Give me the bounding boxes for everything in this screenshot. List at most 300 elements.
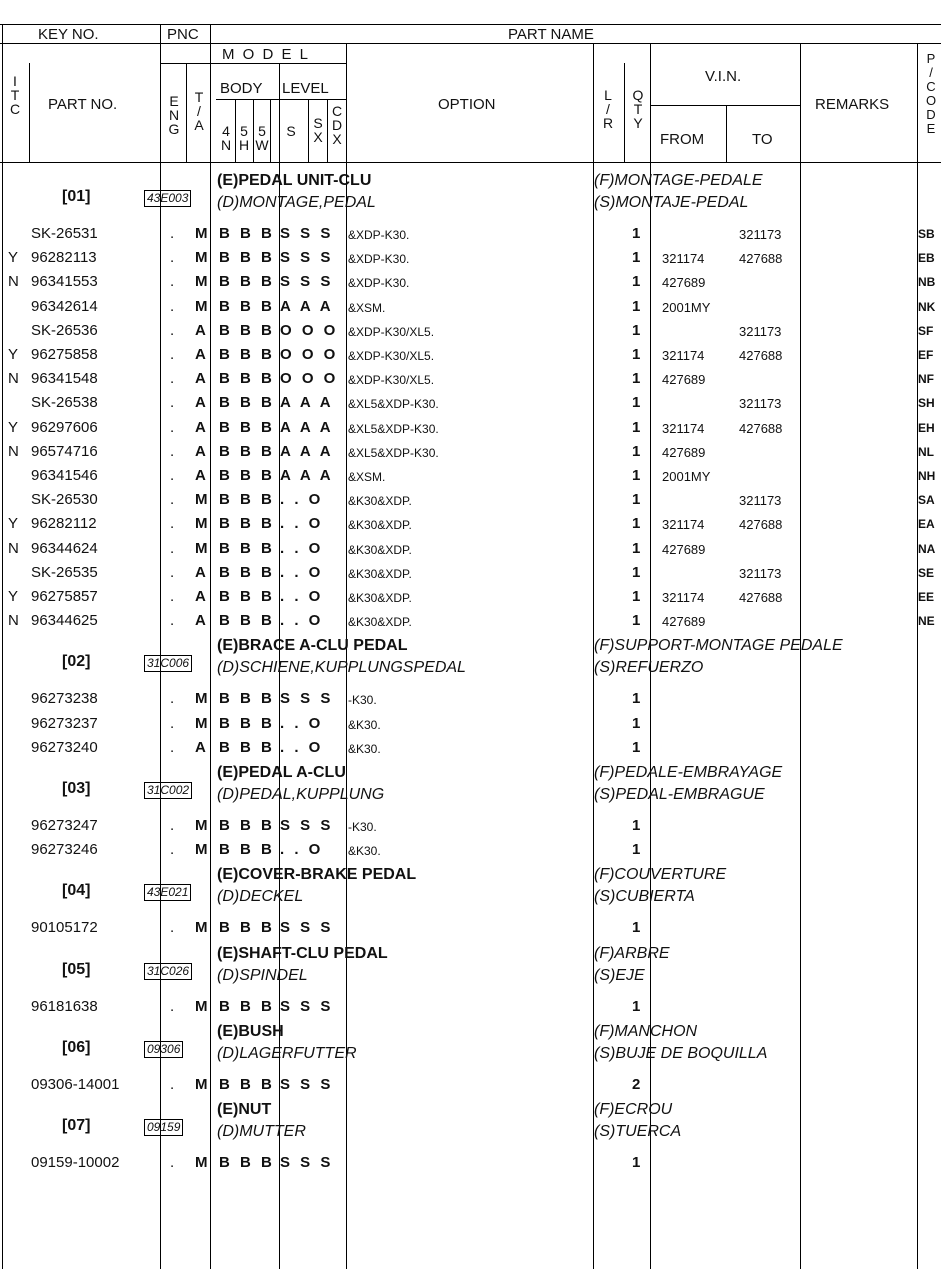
engine-code: A — [195, 321, 206, 339]
part-name-german: (D)MONTAGE,PEDAL — [217, 194, 376, 211]
quantity: 1 — [632, 817, 641, 834]
part-name-french: (F)SUPPORT-MONTAGE PEDALE — [594, 637, 843, 655]
ta-dot: . — [170, 817, 175, 834]
part-number: SK-26536 — [31, 321, 98, 339]
part-name-english: (E)SHAFT-CLU PEDAL — [217, 944, 388, 962]
engine-code: M — [195, 714, 208, 732]
production-code: SF — [918, 323, 934, 338]
quantity: 1 — [632, 297, 641, 315]
vin-from: 427689 — [662, 275, 706, 291]
level-codes: S S S — [280, 919, 334, 937]
part-number: 96342614 — [31, 297, 98, 315]
production-code: NE — [918, 614, 935, 629]
option-code: &XDP-K30/XL5. — [348, 373, 435, 388]
part-number: 96282112 — [31, 515, 97, 533]
itc-code: Y — [8, 515, 19, 533]
quantity: 1 — [632, 515, 641, 533]
engine-code: M — [195, 225, 208, 242]
ta-dot: . — [170, 563, 175, 581]
vin-from: 321174 — [662, 420, 705, 436]
level-codes: S S S — [280, 249, 334, 267]
header-pnc: PNC — [167, 26, 199, 43]
ta-dot: . — [170, 418, 175, 436]
ta-dot: . — [170, 612, 175, 630]
quantity: 1 — [632, 321, 641, 339]
part-number: 90105172 — [31, 919, 98, 937]
header-ta: T / A — [194, 89, 204, 133]
itc-code: N — [8, 273, 19, 291]
part-group-header — [0, 172, 941, 220]
ta-dot: . — [170, 841, 175, 859]
table-row[interactable] — [0, 612, 941, 636]
header-to: TO — [752, 131, 773, 148]
body-codes: B B B — [219, 442, 275, 460]
header-body-4n: 4 N — [220, 123, 232, 153]
option-code: &XL5&XDP-K30. — [348, 421, 439, 436]
ta-dot: . — [170, 467, 175, 484]
ta-dot: . — [170, 442, 175, 460]
table-row[interactable] — [0, 715, 941, 739]
pnc-code: 31C006 — [144, 655, 192, 672]
option-code: &K30&XDP. — [348, 566, 412, 581]
option-code: &K30. — [348, 844, 381, 859]
part-name-german: (D)PEDAL,KUPPLUNG — [217, 786, 385, 803]
body-codes: B B B — [219, 321, 275, 339]
option-code: &XL5&XDP-K30. — [348, 445, 439, 460]
quantity: 1 — [632, 714, 641, 732]
part-number: 96273240 — [31, 738, 98, 756]
header-part-no: PART NO. — [48, 96, 118, 113]
engine-code: M — [195, 997, 208, 1015]
table-row[interactable] — [0, 298, 941, 322]
quantity: 2 — [632, 1075, 641, 1093]
quantity: 1 — [632, 346, 641, 363]
part-name-french: (F)ECROU — [594, 1101, 673, 1118]
quantity: 1 — [632, 370, 641, 388]
ta-dot: . — [170, 346, 175, 363]
header-vin: V.I.N. — [705, 68, 742, 85]
body-codes: B B B — [219, 588, 275, 605]
vin-to: 321173 — [739, 565, 782, 581]
body-codes: B B B — [219, 273, 275, 291]
part-number: 96273246 — [31, 841, 98, 859]
part-name-french: (F)MANCHON — [594, 1022, 698, 1040]
table-row[interactable] — [0, 370, 941, 394]
engine-code: M — [195, 1075, 208, 1093]
quantity: 1 — [632, 467, 641, 484]
part-name-french: (F)MONTAGE-PEDALE — [594, 172, 763, 189]
option-code: -K30. — [348, 693, 377, 708]
itc-code: Y — [8, 418, 19, 436]
key-number: [04] — [62, 882, 91, 900]
itc-code: Y — [8, 588, 19, 605]
vin-to: 321173 — [739, 493, 782, 509]
engine-code: A — [195, 738, 206, 756]
part-name-german: (D)MUTTER — [217, 1123, 306, 1140]
option-code: &K30&XDP. — [348, 542, 412, 557]
table-row[interactable] — [0, 419, 941, 443]
table-row[interactable] — [0, 249, 941, 273]
part-number: 09159-10002 — [31, 1154, 120, 1171]
body-codes: B B B — [219, 612, 275, 630]
level-codes: S S S — [280, 225, 334, 242]
part-number: 96181638 — [31, 997, 98, 1015]
part-number: 96275858 — [31, 346, 98, 363]
production-code: EA — [918, 517, 935, 532]
production-code: NH — [918, 469, 936, 483]
level-codes: S S S — [280, 817, 334, 834]
part-name-spanish: (S)MONTAJE-PEDAL — [594, 194, 749, 211]
part-group-header — [0, 866, 941, 914]
ta-dot: . — [170, 225, 175, 242]
vin-to: 321173 — [739, 396, 782, 412]
engine-code: M — [195, 919, 208, 937]
header-option: OPTION — [438, 96, 496, 113]
production-code: EF — [918, 348, 934, 362]
body-codes: B B B — [219, 515, 275, 533]
part-number: SK-26535 — [31, 563, 98, 581]
part-name-german: (D)DECKEL — [217, 888, 304, 906]
table-row[interactable] — [0, 690, 941, 714]
level-codes: S S S — [280, 690, 334, 708]
itc-code: N — [8, 612, 19, 630]
option-code: &K30&XDP. — [348, 518, 412, 533]
vin-from: 427689 — [662, 614, 706, 630]
body-codes: B B B — [219, 249, 275, 267]
level-codes: . . O — [280, 714, 324, 732]
ta-dot: . — [170, 919, 175, 937]
table-row[interactable] — [0, 588, 941, 612]
level-codes: . . O — [280, 841, 324, 859]
header-key-no: KEY NO. — [38, 26, 99, 43]
option-code: &XDP-K30. — [348, 252, 410, 267]
part-group-header — [0, 945, 941, 993]
ta-dot: . — [170, 539, 175, 557]
body-codes: B B B — [219, 225, 275, 242]
ta-dot: . — [170, 491, 175, 509]
level-codes: . . O — [280, 491, 324, 509]
part-name-english: (E)NUT — [217, 1101, 272, 1118]
engine-code: M — [195, 249, 208, 267]
part-name-spanish: (S)TUERCA — [594, 1123, 682, 1140]
part-name-english: (E)BRACE A-CLU PEDAL — [217, 637, 408, 655]
part-name-french: (F)ARBRE — [594, 944, 670, 962]
key-number: [01] — [62, 188, 91, 205]
quantity: 1 — [632, 394, 641, 412]
ta-dot: . — [170, 997, 175, 1015]
level-codes: . . O — [280, 563, 324, 581]
production-code: EB — [918, 251, 935, 266]
pnc-code: 43E003 — [144, 190, 191, 207]
body-codes: B B B — [219, 714, 275, 732]
level-codes: S S S — [280, 997, 334, 1015]
part-group-header — [0, 1023, 941, 1071]
header-level: LEVEL — [282, 80, 329, 97]
part-group-header — [0, 637, 941, 685]
itc-code: N — [8, 539, 19, 557]
part-number: 96341548 — [31, 370, 98, 388]
engine-code: M — [195, 491, 208, 509]
table-row[interactable] — [0, 273, 941, 297]
engine-code: M — [195, 515, 208, 533]
production-code: NA — [918, 541, 936, 556]
part-name-spanish: (S)BUJE DE BOQUILLA — [594, 1044, 768, 1062]
option-code: &XSM. — [348, 470, 386, 484]
vin-from: 427689 — [662, 372, 706, 388]
level-codes: . . O — [280, 588, 324, 605]
ta-dot: . — [170, 738, 175, 756]
production-code: EE — [918, 590, 935, 604]
ta-dot: . — [170, 321, 175, 339]
quantity: 1 — [632, 418, 641, 436]
option-code: &XDP-K30. — [348, 276, 410, 291]
body-codes: B B B — [219, 394, 275, 412]
body-codes: B B B — [219, 841, 275, 859]
body-codes: B B B — [219, 1075, 275, 1093]
header-body-5h: 5 H — [238, 123, 250, 153]
engine-code: M — [195, 539, 208, 557]
vin-from: 321174 — [662, 517, 705, 533]
engine-code: A — [195, 563, 206, 581]
part-name-english: (E)COVER-BRAKE PEDAL — [217, 866, 417, 884]
level-codes: S S S — [280, 273, 334, 291]
vin-from: 321174 — [662, 251, 705, 267]
option-code: &K30. — [348, 717, 381, 732]
table-row[interactable] — [0, 467, 941, 491]
table-row[interactable] — [0, 739, 941, 763]
level-codes: A A A — [280, 442, 334, 460]
body-codes: B B B — [219, 919, 275, 937]
level-codes: O O O — [280, 321, 339, 339]
engine-code: A — [195, 370, 206, 388]
engine-code: M — [195, 817, 208, 834]
quantity: 1 — [632, 442, 641, 460]
part-name-spanish: (S)PEDAL-EMBRAGUE — [594, 786, 765, 803]
level-codes: O O O — [280, 346, 339, 363]
body-codes: B B B — [219, 370, 275, 388]
pnc-code: 31C002 — [144, 782, 192, 799]
ta-dot: . — [170, 1075, 175, 1093]
header-level-cdx: C D X — [331, 103, 343, 147]
header-remarks: REMARKS — [815, 96, 890, 113]
engine-code: A — [195, 346, 206, 363]
option-code: &K30. — [348, 741, 381, 756]
table-row[interactable] — [0, 491, 941, 515]
ta-dot: . — [170, 714, 175, 732]
quantity: 1 — [632, 249, 641, 267]
table-row[interactable] — [0, 564, 941, 588]
engine-code: A — [195, 394, 206, 412]
key-number: [03] — [62, 780, 91, 797]
part-number: 96297606 — [31, 418, 98, 436]
ta-dot: . — [170, 249, 175, 267]
body-codes: B B B — [219, 1154, 275, 1171]
table-row[interactable] — [0, 515, 941, 539]
itc-code: N — [8, 442, 19, 460]
header-from: FROM — [660, 131, 705, 148]
part-group-header — [0, 764, 941, 812]
table-row[interactable] — [0, 443, 941, 467]
level-codes: A A A — [280, 394, 334, 412]
production-code: SA — [918, 493, 935, 508]
body-codes: B B B — [219, 418, 275, 436]
part-name-english: (E)BUSH — [217, 1022, 284, 1040]
production-code: SB — [918, 227, 935, 241]
part-number: 96273247 — [31, 817, 98, 834]
level-codes: A A A — [280, 297, 334, 315]
quantity: 1 — [632, 841, 641, 859]
table-row[interactable] — [0, 346, 941, 370]
ta-dot: . — [170, 1154, 175, 1171]
table-row[interactable] — [0, 540, 941, 564]
option-code: -K30. — [348, 820, 377, 834]
ta-dot: . — [170, 588, 175, 605]
part-name-spanish: (S)REFUERZO — [594, 659, 704, 677]
production-code: NL — [918, 444, 934, 459]
body-codes: B B B — [219, 467, 275, 484]
quantity: 1 — [632, 612, 641, 630]
quantity: 1 — [632, 738, 641, 756]
level-codes: S S S — [280, 1075, 334, 1093]
level-codes: S S S — [280, 1154, 334, 1171]
level-codes: . . O — [280, 612, 324, 630]
key-number: [07] — [62, 1117, 91, 1134]
engine-code: M — [195, 690, 208, 708]
part-name-french: (F)COUVERTURE — [594, 866, 727, 884]
part-name-english: (E)PEDAL UNIT-CLU — [217, 172, 372, 189]
vin-from: 427689 — [662, 444, 706, 460]
engine-code: A — [195, 467, 206, 484]
engine-code: A — [195, 588, 206, 605]
vin-to: 427688 — [739, 517, 783, 533]
body-codes: B B B — [219, 491, 275, 509]
table-row[interactable] — [0, 841, 941, 865]
key-number: [06] — [62, 1038, 91, 1056]
production-code: NF — [918, 372, 934, 387]
body-codes: B B B — [219, 997, 275, 1015]
table-row[interactable] — [0, 998, 941, 1022]
option-code: &K30&XDP. — [348, 615, 412, 630]
part-name-german: (D)SCHIENE,KUPPLUNGSPEDAL — [217, 659, 466, 677]
level-codes: . . O — [280, 539, 324, 557]
body-codes: B B B — [219, 738, 275, 756]
production-code: SE — [918, 565, 935, 580]
table-row[interactable] — [0, 817, 941, 841]
table-row[interactable] — [0, 1154, 941, 1178]
engine-code: M — [195, 841, 208, 859]
part-number: 96341553 — [31, 273, 98, 291]
vin-from: 2001MY — [662, 469, 711, 484]
header-model: M O D E L — [222, 46, 311, 63]
option-code: &K30&XDP. — [348, 494, 412, 509]
vin-to: 427688 — [739, 590, 783, 605]
table-row[interactable] — [0, 225, 941, 249]
itc-code: N — [8, 370, 19, 388]
part-number: 96341546 — [31, 467, 98, 484]
part-number: 96275857 — [31, 588, 98, 605]
table-row[interactable] — [0, 919, 941, 943]
part-number: SK-26530 — [31, 491, 98, 509]
level-codes: A A A — [280, 418, 334, 436]
part-group-header — [0, 1101, 941, 1149]
vin-to: 427688 — [739, 420, 783, 436]
key-number: [05] — [62, 960, 91, 978]
itc-code: Y — [8, 249, 19, 267]
quantity: 1 — [632, 1154, 641, 1171]
level-codes: A A A — [280, 467, 334, 484]
header-itc: I T C — [9, 73, 21, 117]
part-number: SK-26538 — [31, 394, 98, 412]
level-codes: . . O — [280, 738, 324, 756]
option-code: &XDP-K30/XL5. — [348, 324, 435, 339]
quantity: 1 — [632, 273, 641, 291]
table-row[interactable] — [0, 1076, 941, 1100]
part-number: 09306-14001 — [31, 1075, 120, 1093]
table-row[interactable] — [0, 322, 941, 346]
ta-dot: . — [170, 515, 175, 533]
quantity: 1 — [632, 588, 641, 605]
engine-code: M — [195, 297, 208, 315]
part-name-english: (E)PEDAL A-CLU — [217, 764, 346, 781]
quantity: 1 — [632, 690, 641, 708]
pnc-code: 31C026 — [144, 963, 192, 980]
engine-code: M — [195, 273, 208, 291]
header-eng: E N G — [168, 93, 180, 137]
ta-dot: . — [170, 273, 175, 291]
pnc-code: 09306 — [144, 1041, 183, 1058]
vin-to: 321173 — [739, 227, 782, 242]
pnc-code: 43E021 — [144, 884, 191, 901]
vin-to: 321173 — [739, 323, 782, 339]
body-codes: B B B — [219, 297, 275, 315]
quantity: 1 — [632, 997, 641, 1015]
body-codes: B B B — [219, 539, 275, 557]
option-code: &K30&XDP. — [348, 591, 412, 605]
body-codes: B B B — [219, 346, 275, 363]
vin-to: 427688 — [739, 251, 783, 267]
quantity: 1 — [632, 491, 641, 509]
part-name-spanish: (S)EJE — [594, 966, 645, 984]
level-codes: . . O — [280, 515, 324, 533]
vin-from: 321174 — [662, 590, 705, 605]
option-code: &XSM. — [348, 300, 386, 315]
header-part-name: PART NAME — [508, 26, 594, 43]
engine-code: M — [195, 1154, 208, 1171]
pnc-code: 09159 — [144, 1119, 183, 1136]
key-number: [02] — [62, 653, 91, 671]
body-codes: B B B — [219, 563, 275, 581]
part-name-german: (D)SPINDEL — [217, 966, 308, 984]
vin-from: 321174 — [662, 348, 705, 363]
vin-from: 427689 — [662, 541, 706, 557]
header-qty: Q T Y — [632, 87, 644, 131]
engine-code: A — [195, 442, 206, 460]
body-codes: B B B — [219, 690, 275, 708]
ta-dot: . — [170, 690, 175, 708]
table-row[interactable] — [0, 394, 941, 418]
header-level-sx: S X — [313, 115, 323, 145]
part-name-spanish: (S)CUBIERTA — [594, 888, 695, 906]
body-codes: B B B — [219, 817, 275, 834]
part-number: 96344625 — [31, 612, 98, 630]
production-code: NK — [918, 299, 936, 314]
option-code: &XDP-K30/XL5. — [348, 349, 435, 363]
production-code: EH — [918, 420, 935, 435]
option-code: &XL5&XDP-K30. — [348, 397, 439, 412]
ta-dot: . — [170, 370, 175, 388]
part-number: 96282113 — [31, 249, 97, 267]
header-lr: L / R — [602, 87, 614, 131]
